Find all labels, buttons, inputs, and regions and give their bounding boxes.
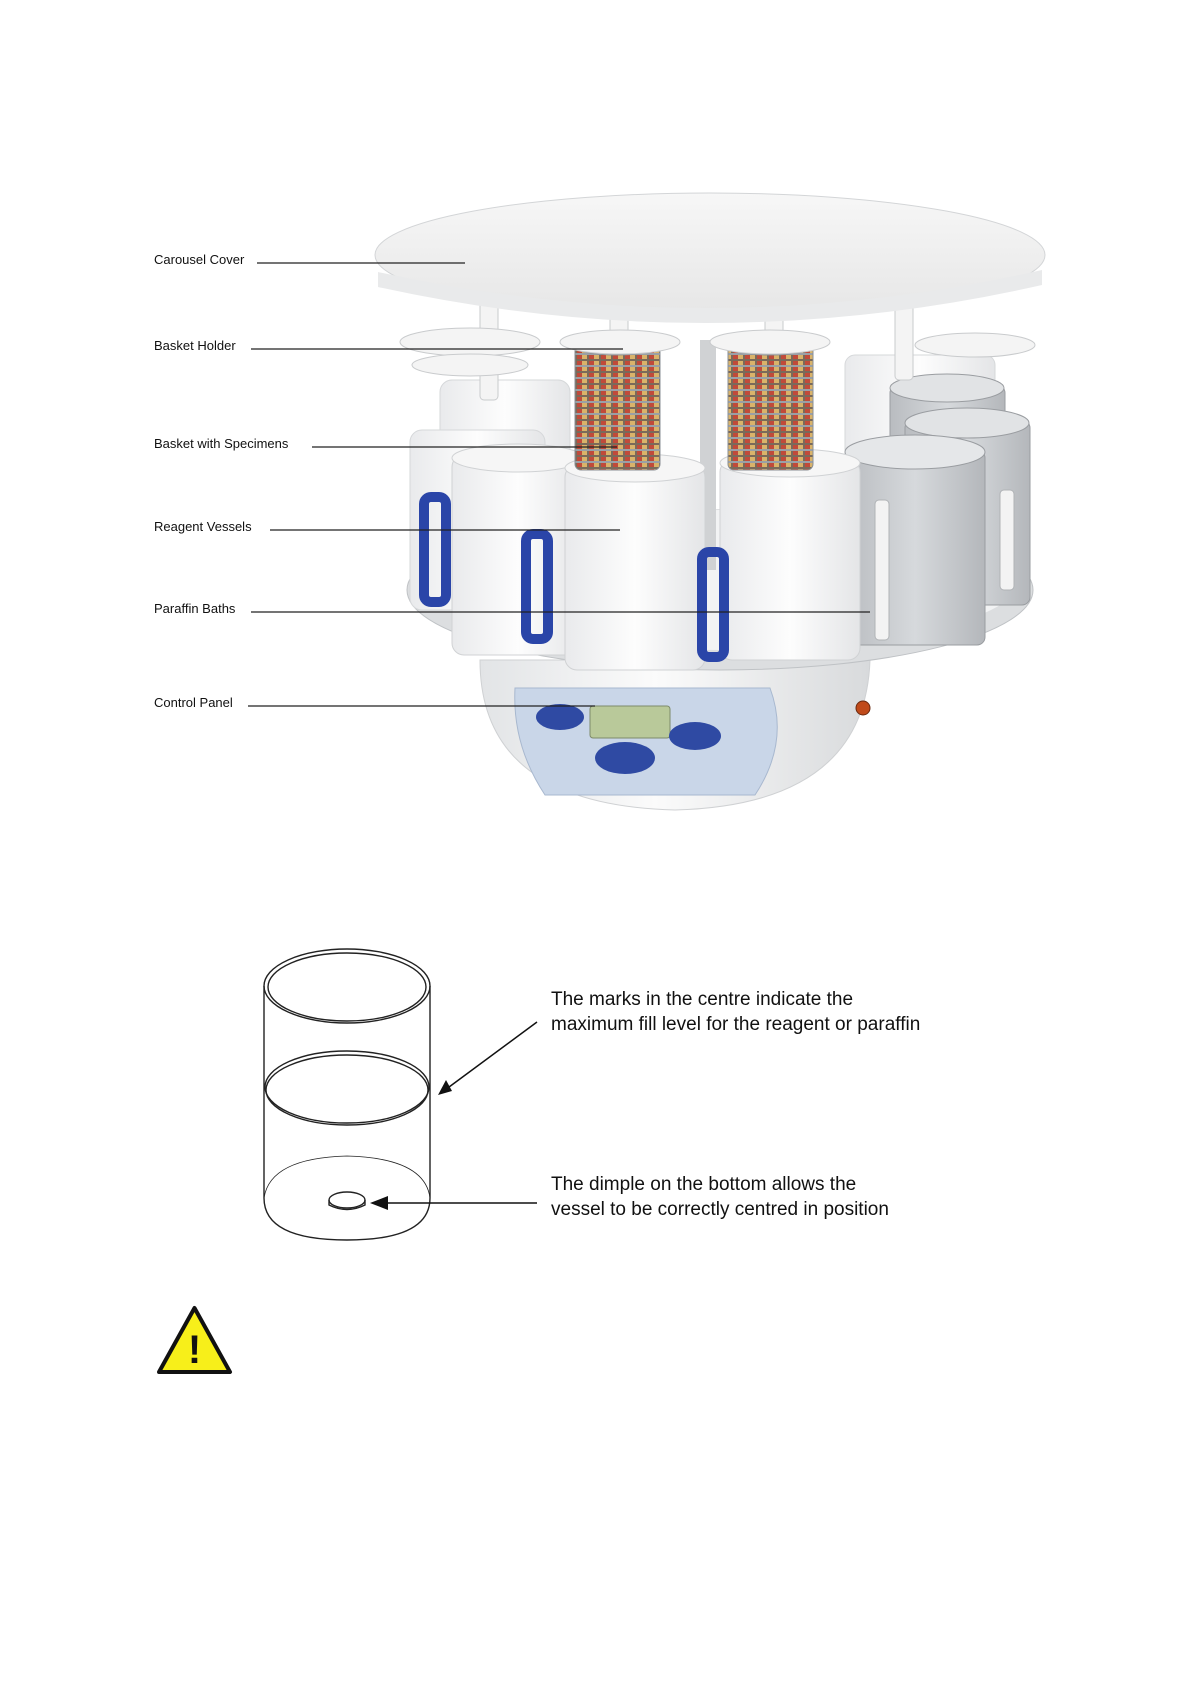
- dimple-annotation: [551, 1172, 889, 1222]
- warning-triangle-icon: [156, 1305, 233, 1375]
- fill-level-mark: [265, 1051, 429, 1123]
- control-buttons-right: [669, 722, 721, 750]
- specimen-baskets: [575, 339, 813, 470]
- power-switch: [856, 701, 870, 715]
- label-control-panel: Control Panel: [154, 695, 233, 710]
- control-buttons-left: [536, 704, 584, 730]
- vessel-diagram: [0, 930, 1191, 1250]
- dimple-annotation-line-2: vessel to be correctly centred in position: [551, 1199, 889, 1220]
- tissue-processor-illustration: [0, 0, 1191, 840]
- fill-level-annotation-line-1: The marks in the centre indicate the: [551, 989, 854, 1010]
- dimple-mark: [329, 1192, 365, 1208]
- dimple-annotation-line-1: The dimple on the bottom allows the: [551, 1174, 857, 1195]
- fill-level-annotation-line-2: maximum fill level for the reagent or paraffin: [551, 1014, 921, 1035]
- fill-level-arrow: [445, 1022, 537, 1090]
- processor-figure: [0, 0, 1191, 840]
- control-panel-plate: [515, 688, 778, 795]
- reagent-vessels: [452, 444, 860, 670]
- warning-symbol: !: [187, 1328, 202, 1372]
- control-buttons-center: [595, 742, 655, 774]
- fill-level-annotation: [551, 987, 920, 1037]
- label-carousel-cover: Carousel Cover: [154, 252, 245, 267]
- control-display: [590, 706, 670, 738]
- label-paraffin-baths: Paraffin Baths: [154, 601, 236, 616]
- label-basket-with-specimens: Basket with Specimens: [154, 436, 289, 451]
- label-reagent-vessels: Reagent Vessels: [154, 519, 252, 534]
- label-basket-holder: Basket Holder: [154, 338, 236, 353]
